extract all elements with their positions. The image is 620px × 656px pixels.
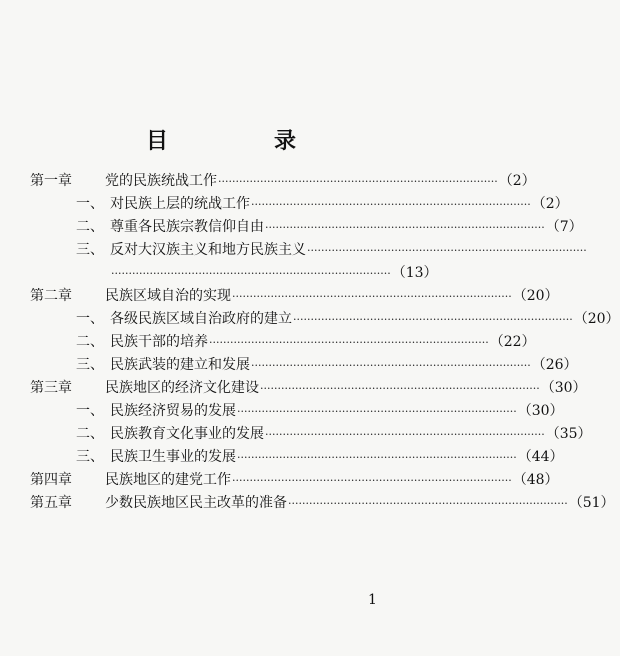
toc-continuation-row — [30, 262, 438, 285]
toc-leader-dots: ················································································ — [307, 244, 587, 257]
toc-entry-title: 反对大汉族主义和地方民族主义 — [110, 242, 306, 258]
toc-entry-number: 第五章 — [30, 495, 72, 511]
toc-section-row — [30, 446, 564, 469]
toc-entry-number: 二、 — [76, 219, 104, 235]
toc-entry-title: 对民族上层的统战工作 — [110, 196, 250, 212]
toc-leader-dots: ················································································ — [237, 451, 517, 464]
toc-chapter-row — [30, 492, 615, 515]
toc-chapter-row — [30, 469, 559, 492]
page-title — [0, 124, 450, 154]
toc-entry-page: （20） — [512, 288, 559, 304]
toc-entry-page: （7） — [545, 219, 583, 235]
toc-leader-dots: ················································································ — [209, 336, 489, 349]
toc-leader-dots: ················································································ — [265, 428, 545, 441]
toc-entry-title: 民族地区的经济文化建设 — [105, 380, 259, 396]
toc-entry-title: 各级民族区域自治政府的建立 — [110, 311, 292, 327]
toc-entry-title: 民族教育文化事业的发展 — [110, 426, 264, 442]
toc-chapter-row — [30, 285, 559, 308]
toc-entry-number: 三、 — [76, 357, 104, 373]
toc-entry-number: 第四章 — [30, 472, 72, 488]
toc-entry-page: （51） — [568, 495, 615, 511]
toc-entry-page: （20） — [573, 311, 620, 327]
toc-entry-title: 党的民族统战工作 — [105, 173, 217, 189]
title-char-2: 录 — [274, 128, 297, 154]
toc-section-row — [30, 423, 592, 446]
toc-section-row — [30, 193, 569, 216]
toc-entry-number: 一、 — [76, 403, 104, 419]
toc-entry-page: （13） — [391, 265, 438, 281]
toc-entry-number: 二、 — [76, 426, 104, 442]
toc-entry-title: 尊重各民族宗教信仰自由 — [110, 219, 264, 235]
toc-entry-page: （30） — [540, 380, 587, 396]
toc-leader-dots: ················································································ — [232, 474, 512, 487]
toc-entry-title: 少数民族地区民主改革的准备 — [105, 495, 287, 511]
toc-entry-page: （48） — [512, 472, 559, 488]
page-number: 1 — [368, 592, 377, 608]
toc-entry-title: 民族地区的建党工作 — [105, 472, 231, 488]
toc-entry-number: 二、 — [76, 334, 104, 350]
toc-entry-number: 第二章 — [30, 288, 72, 304]
toc-leader-dots: ················································································ — [260, 382, 540, 395]
toc-entry-title: 民族区域自治的实现 — [105, 288, 231, 304]
title-char-1: 目 — [146, 128, 169, 154]
toc-entry-page: （26） — [531, 357, 578, 373]
toc-leader-dots: ················································································ — [288, 497, 568, 510]
toc-leader-dots: ················································································ — [111, 267, 391, 280]
toc-leader-dots: ················································································ — [232, 290, 512, 303]
toc-leader-dots: ················································································ — [237, 405, 517, 418]
toc-leader-dots: ················································································ — [251, 359, 531, 372]
toc-leader-dots: ················································································ — [251, 198, 531, 211]
toc-entry-page: （2） — [498, 173, 536, 189]
toc-entry-number: 三、 — [76, 242, 104, 258]
toc-entry-number: 三、 — [76, 449, 104, 465]
toc-entry-page: （35） — [545, 426, 592, 442]
toc-entry-title: 民族武装的建立和发展 — [110, 357, 250, 373]
toc-section-row — [30, 400, 564, 423]
toc-chapter-row — [30, 170, 536, 193]
toc-entry-title: 民族干部的培养 — [110, 334, 208, 350]
toc-section-row — [30, 308, 620, 331]
toc-entry-title: 民族经济贸易的发展 — [110, 403, 236, 419]
toc-entry-page: （44） — [517, 449, 564, 465]
toc-leader-dots: ················································································ — [218, 175, 498, 188]
toc-section-row — [30, 239, 587, 262]
toc-leader-dots: ················································································ — [293, 313, 573, 326]
toc-section-row — [30, 354, 578, 377]
toc-entry-number: 第三章 — [30, 380, 72, 396]
toc-entry-page: （22） — [489, 334, 536, 350]
toc-section-row — [30, 331, 536, 354]
toc-entry-page: （30） — [517, 403, 564, 419]
toc-entry-number: 一、 — [76, 196, 104, 212]
toc-entry-page: （2） — [531, 196, 569, 212]
toc-entry-number: 一、 — [76, 311, 104, 327]
toc-entry-number: 第一章 — [30, 173, 72, 189]
toc-entry-title: 民族卫生事业的发展 — [110, 449, 236, 465]
table-of-contents — [30, 170, 620, 515]
toc-chapter-row — [30, 377, 587, 400]
toc-leader-dots: ················································································ — [265, 221, 545, 234]
toc-section-row — [30, 216, 583, 239]
